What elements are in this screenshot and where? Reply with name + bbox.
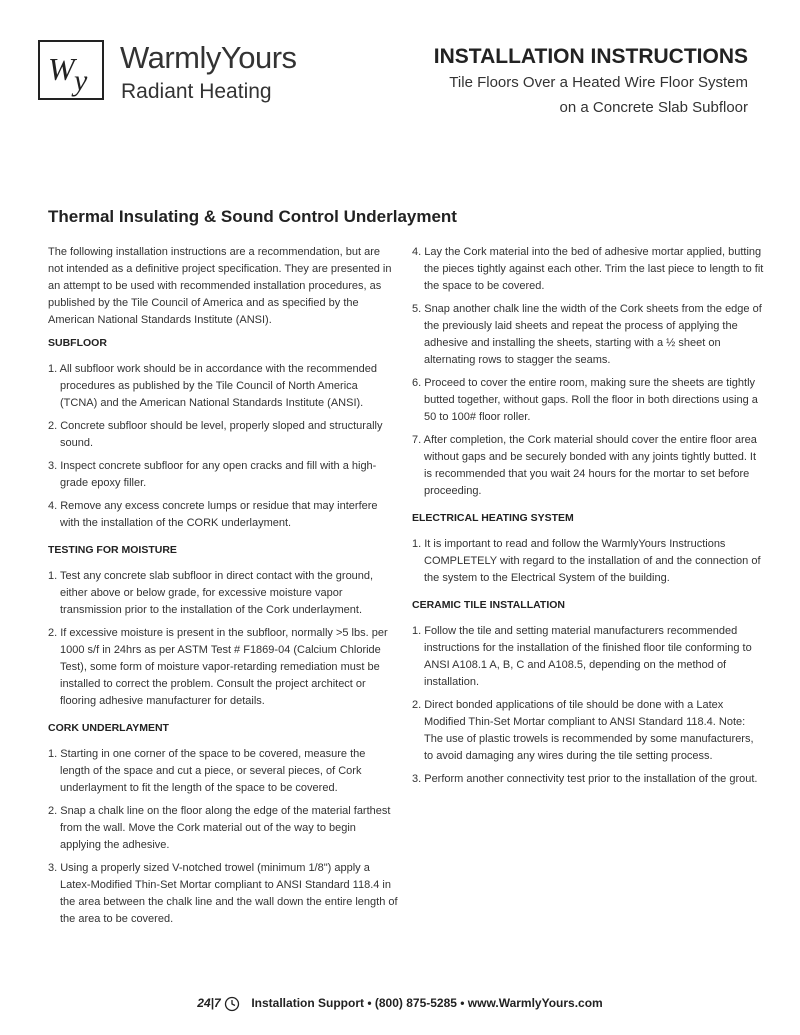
list-item: 1. It is important to read and follow the WarmlyYours Instructions COMPLETELY with regard to the installation of and the connection of the system to the Electrical System of the building.	[412, 538, 761, 584]
cork-heading: CORK UNDERLAYMENT	[48, 722, 169, 734]
brand-name: WarmlyYours	[120, 40, 297, 75]
doc-subtitle-2: on a Concrete Slab Subfloor	[559, 99, 748, 116]
subfloor-heading: SUBFLOOR	[48, 337, 107, 349]
list-item: 3. Using a properly sized V-notched trowel (minimum 1/8") apply a Latex-Modified Thin-Set Mortar compliant to ANSI Standard 118.4 in the area between the chalk line and the wall down the entire length of the area to be covered.	[48, 862, 398, 925]
list-item: 6. Proceed to cover the entire room, making sure the sheets are tightly butted together, without gaps. Roll the floor in both directions using a 50 to 100# floor roller.	[412, 377, 758, 423]
list-item: 2. Direct bonded applications of tile should be done with a Latex Modified Thin-Set Mortar compliant to ANSI Standard 118.4. Note: The use of plastic trowels is recommended by some manufacturers, to avoid damaging any wires during the tile setting process.	[412, 699, 754, 762]
list-item: 1. Follow the tile and setting material manufacturers recommended instructions for the installation of the finished floor tile conforming to ANSI A108.1 A, B, C and A108.5, depending on the method of installation.	[412, 625, 752, 688]
cork-list-part-1	[48, 746, 398, 928]
logo-monogram-icon	[38, 40, 104, 100]
moisture-list	[48, 568, 398, 710]
footer	[0, 996, 800, 1012]
brand-tagline: Radiant Heating	[121, 80, 272, 103]
logo	[38, 40, 104, 100]
list-item: 4. Lay the Cork material into the bed of adhesive mortar applied, butting the pieces tightly against each other. Trim the last piece to length to fit the space to be covered.	[412, 246, 764, 292]
list-item: 2. If excessive moisture is present in the subfloor, normally >5 lbs. per 1000 s/f in 24hrs as per ASTM Test # F1869-04 (Calcium Chloride Test), some form of moisture vapor-retarding remediation must be installed to correct the problem. Consult the project architect or flooring adhesive manufacturer for details.	[48, 627, 388, 707]
list-item: 3. Inspect concrete subfloor for any open cracks and fill with a high-grade epoxy filler.	[48, 460, 377, 489]
moisture-heading: TESTING FOR MOISTURE	[48, 544, 177, 556]
list-item: 2. Concrete subfloor should be level, properly sloped and structurally sound.	[48, 420, 383, 449]
list-item: 1. Starting in one corner of the space to be covered, measure the length of the space and cut a piece, or several pieces, of Cork underlayment to fit the length of the space to be covered.	[48, 748, 366, 794]
list-item: 3. Perform another connectivity test prior to the installation of the grout.	[412, 773, 758, 785]
intro-paragraph: The following installation instructions are a recommendation, but are not intended as a definitive project specification. They are presented in an attempt to be used with recommended installation procedures, as published by the Tile Council of America and as specified by the American National Standards Institute (ANSI).	[48, 246, 392, 326]
support-badge	[197, 996, 240, 1012]
section-title: Thermal Insulating & Sound Control Underlayment	[48, 207, 457, 226]
electrical-heading: ELECTRICAL HEATING SYSTEM	[412, 512, 574, 524]
ceramic-heading: CERAMIC TILE INSTALLATION	[412, 599, 566, 611]
list-item: 5. Snap another chalk line the width of the Cork sheets from the edge of the previously laid sheets and repeat the process of applying the adhesive and installing the sheets, starting with a ½ sheet on alternating rows to stagger the seams.	[412, 303, 762, 366]
cork-list-part-2	[412, 244, 764, 500]
list-item: 4. Remove any excess concrete lumps or residue that may interfere with the installation of the CORK underlayment.	[48, 500, 378, 529]
list-item: 1. All subfloor work should be in accordance with the recommended procedures as published by the Tile Council of North America (TCNA) and the American National Standards Institute (ANSI).	[48, 363, 377, 409]
footer-contact: Installation Support • (800) 875-5285 • www.WarmlyYours.com	[251, 996, 603, 1011]
clock-icon	[224, 996, 240, 1012]
svg-text:W: W	[48, 51, 75, 87]
left-column	[48, 244, 398, 934]
subfloor-list	[48, 361, 398, 532]
ceramic-list	[412, 623, 764, 788]
list-item: 2. Snap a chalk line on the floor along the edge of the material farthest from the wall. Move the Cork material out of the way to begin applying the adhesive.	[48, 805, 391, 851]
list-item: 7. After completion, the Cork material should cover the entire floor area without gaps and be securely bonded with any joints tightly butted. It is recommended that you wait 24 hours for the mortar to set before proceeding.	[412, 434, 757, 497]
list-item: 1. Test any concrete slab subfloor in direct contact with the ground, either above or below grade, for excessive moisture vapor transmission prior to the installation of the Cork underlayment.	[48, 570, 374, 616]
doc-subtitle-1: Tile Floors Over a Heated Wire Floor System	[449, 74, 748, 91]
support-badge-label: 24|7	[197, 996, 221, 1011]
doc-title: INSTALLATION INSTRUCTIONS	[433, 45, 748, 68]
svg-text:y: y	[74, 64, 88, 97]
right-column	[412, 244, 764, 794]
electrical-list	[412, 536, 764, 587]
